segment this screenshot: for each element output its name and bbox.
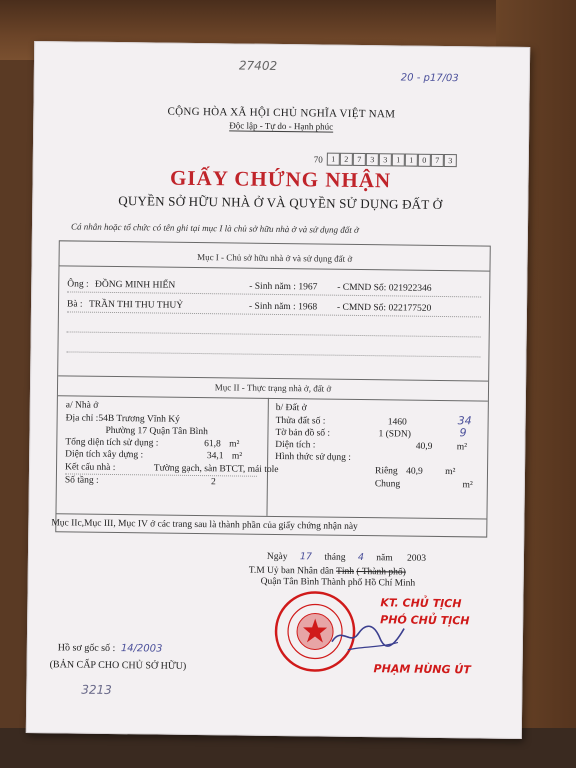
records-label: Hồ sơ gốc số :: [57, 642, 116, 655]
dotted-line: [66, 351, 480, 357]
date-day: 17: [299, 551, 313, 563]
serial-digit: 1: [392, 153, 405, 166]
copy-note: (BẢN CẤP CHO CHỦ SỞ HỮU): [49, 659, 187, 672]
certificate-title: GIẤY CHỨNG NHẬN: [169, 165, 392, 193]
stamp-title-1: KT. CHỦ TỊCH: [380, 596, 462, 611]
private-label: Riêng: [374, 466, 398, 477]
section1-heading: Mục I - Chủ sở hữu nhà ở và sử dụng đất ở: [197, 252, 353, 264]
land-use-form: Hình thức sử dụng :: [275, 451, 351, 463]
shared-label: Chung: [374, 479, 401, 490]
land-private: [375, 466, 455, 477]
handwritten-record-number: 3213: [81, 682, 112, 697]
authority-prefix: T.M Uỷ ban Nhân dân: [248, 565, 334, 577]
land-area: [275, 440, 467, 452]
land-shared: [375, 479, 473, 490]
area-unit: m²: [229, 439, 240, 450]
date-prefix: Ngày: [266, 551, 288, 563]
authority-line1: [249, 566, 406, 578]
area-unit: m²: [462, 480, 473, 491]
serial-digit: 1: [405, 154, 418, 167]
date-year: 2003: [406, 553, 427, 564]
section2-heading: Mục II - Thực trạng nhà ở, đất ở: [214, 382, 332, 394]
handwritten-map: 9: [459, 426, 467, 440]
total-area-label: Tổng diện tích sử dụng :: [65, 437, 159, 449]
owner-title: Ông :: [67, 279, 89, 290]
motto-text: Độc lập - Tự do - Hạnh phúc: [229, 120, 334, 132]
parcel-label: Thửa đất số :: [275, 415, 326, 427]
floors-value: 2: [210, 477, 216, 488]
date-month: 4: [357, 551, 364, 564]
divider: [58, 395, 488, 401]
area-unit: m²: [231, 451, 243, 462]
land-map: [275, 428, 411, 440]
handwritten-top-right: 20 - p17/03: [400, 72, 459, 85]
built-area-label: Diện tích xây dựng :: [65, 449, 144, 461]
area-unit: m²: [456, 442, 468, 453]
structure-value: Tường gạch, sàn BTCT, mái tole: [153, 463, 279, 476]
house-address: [66, 413, 180, 424]
land-area-label: Diện tích :: [275, 439, 316, 451]
authority-line2: Quận Tân Bình Thành phố Hồ Chí Minh: [260, 576, 416, 589]
serial-digit: 1: [327, 153, 340, 166]
intro-text: Cá nhân hoặc tổ chức có tên ghi tại mục I là chủ sở hữu nhà ở và sử dụng đất ở: [70, 221, 359, 235]
issue-date: [267, 551, 426, 564]
private-value: 40,9: [406, 466, 423, 477]
certificate-sheet: [26, 41, 530, 739]
area-unit: m²: [445, 467, 456, 478]
owner-id-label: - CMND Số:: [336, 302, 387, 314]
serial-digit: 0: [418, 154, 431, 167]
owner-row: [67, 279, 175, 290]
owner-birth: - Sinh năm : 1968: [248, 301, 318, 313]
land-parcel: [276, 416, 407, 428]
date-year-label: năm: [376, 553, 393, 564]
records-value: 14/2003: [120, 643, 163, 655]
owner-id-number: 022177520: [388, 303, 432, 314]
owner-title: Bà :: [66, 299, 83, 310]
divider: [59, 265, 489, 271]
owner-id-number: 021922346: [388, 283, 432, 294]
built-area-value: 34,1: [206, 451, 224, 462]
nation-heading: CỘNG HÒA XÃ HỘI CHỦ NGHĨA VIỆT NAM: [167, 105, 396, 121]
house-ward: Phường 17 Quận Tân Bình: [105, 425, 208, 438]
house-total-area: [65, 437, 239, 449]
authority-strike: Tỉnh: [335, 566, 355, 577]
owner-id: [337, 303, 431, 314]
serial-digit: 3: [379, 153, 392, 166]
authority-suffix: ( Thành phố): [356, 566, 406, 578]
signature: [328, 616, 408, 657]
signer-name: PHẠM HÙNG ÚT: [373, 662, 471, 677]
house-heading: a/ Nhà ở: [65, 400, 99, 411]
serial-digit: 3: [444, 154, 457, 167]
structure-label: Kết cấu nhà :: [64, 462, 116, 474]
owner-id-label: - CMND Số:: [337, 282, 387, 294]
owner-name: ĐỒNG MINH HIỂN: [94, 279, 176, 291]
address-label: Địa chỉ :: [65, 413, 99, 424]
house-floors: [65, 475, 216, 487]
serial-digit: 7: [353, 153, 366, 166]
stamp-title-2: PHÓ CHỦ TỊCH: [380, 613, 470, 628]
land-heading: b/ Đất ở: [275, 402, 307, 414]
land-area-value: 40,9: [415, 441, 433, 452]
house-built-area: [65, 449, 242, 461]
date-month-label: tháng: [324, 552, 346, 563]
parcel-value: 1460: [387, 417, 407, 428]
certificate-subtitle: QUYỀN SỞ HỮU NHÀ Ở VÀ QUYỀN SỬ DỤNG ĐẤT Ở: [118, 193, 443, 212]
serial-digit: 2: [340, 153, 353, 166]
handwritten-parcel: 34: [457, 414, 472, 428]
owner-id: [337, 283, 431, 294]
footnote: Mục IIc,Mục III, Mục IV ở các trang sau là thành phần của giấy chứng nhận này: [51, 518, 358, 532]
address-value: 54B Trương Vĩnh Ký: [98, 413, 180, 425]
serial-prefix: 70: [313, 153, 323, 165]
dotted-line: [67, 331, 481, 337]
owner-row: [67, 299, 183, 310]
owner-name: TRẦN THI THU THUỶ: [88, 299, 184, 311]
owner-birth: - Sinh năm : 1967: [249, 281, 318, 293]
map-label: Tờ bản đồ số :: [275, 427, 331, 439]
records-number: [58, 642, 163, 654]
serial-number: [314, 152, 457, 167]
map-value: 1 (SDN): [378, 429, 412, 440]
total-area-value: 61,8: [204, 439, 221, 450]
details-frame: [55, 240, 491, 537]
handwritten-top-number: 27402: [238, 58, 278, 73]
column-divider: [266, 398, 268, 516]
floors-label: Số tầng :: [64, 475, 99, 486]
serial-digit: 7: [431, 154, 444, 167]
serial-digit: 3: [366, 153, 379, 166]
